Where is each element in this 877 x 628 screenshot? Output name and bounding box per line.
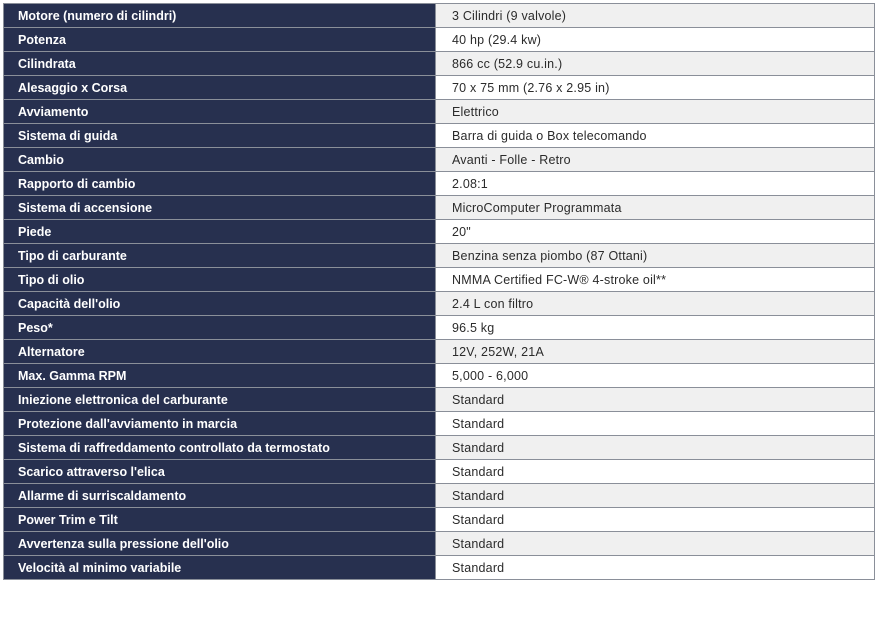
spec-row [4,268,875,292]
spec-value: 5,000 - 6,000 [436,364,875,388]
spec-label: Cambio [4,148,436,172]
spec-value: Avanti - Folle - Retro [436,148,875,172]
spec-table [3,3,875,580]
spec-row [4,52,875,76]
spec-label: Iniezione elettronica del carburante [4,388,436,412]
spec-label: Power Trim e Tilt [4,508,436,532]
spec-value: 96.5 kg [436,316,875,340]
spec-value: Standard [436,460,875,484]
spec-row [4,436,875,460]
spec-row [4,508,875,532]
spec-row [4,100,875,124]
spec-value: Standard [436,436,875,460]
spec-row [4,388,875,412]
spec-label: Sistema di raffreddamento controllato da termostato [4,436,436,460]
spec-row [4,220,875,244]
spec-label: Sistema di accensione [4,196,436,220]
spec-label: Rapporto di cambio [4,172,436,196]
spec-row [4,28,875,52]
spec-row [4,124,875,148]
spec-row [4,532,875,556]
spec-row [4,460,875,484]
spec-value: Elettrico [436,100,875,124]
spec-row [4,484,875,508]
spec-row [4,340,875,364]
spec-value: 2.4 L con filtro [436,292,875,316]
spec-row [4,556,875,580]
spec-row [4,244,875,268]
spec-row [4,316,875,340]
spec-label: Velocità al minimo variabile [4,556,436,580]
spec-label: Peso* [4,316,436,340]
spec-value: 3 Cilindri (9 valvole) [436,4,875,28]
spec-label: Allarme di surriscaldamento [4,484,436,508]
spec-label: Protezione dall'avviamento in marcia [4,412,436,436]
spec-table-body [4,4,875,580]
spec-value: 2.08:1 [436,172,875,196]
spec-value: 40 hp (29.4 kw) [436,28,875,52]
spec-label: Tipo di carburante [4,244,436,268]
spec-label: Max. Gamma RPM [4,364,436,388]
spec-row [4,364,875,388]
spec-label: Avvertenza sulla pressione dell'olio [4,532,436,556]
spec-value: Standard [436,484,875,508]
spec-value: Barra di guida o Box telecomando [436,124,875,148]
spec-label: Tipo di olio [4,268,436,292]
spec-row [4,172,875,196]
spec-value: Standard [436,556,875,580]
spec-row [4,76,875,100]
spec-value: 866 cc (52.9 cu.in.) [436,52,875,76]
spec-value: Benzina senza piombo (87 Ottani) [436,244,875,268]
spec-value: 70 x 75 mm (2.76 x 2.95 in) [436,76,875,100]
spec-label: Scarico attraverso l'elica [4,460,436,484]
spec-value: Standard [436,412,875,436]
spec-value: NMMA Certified FC-W® 4-stroke oil** [436,268,875,292]
spec-row [4,148,875,172]
spec-value: MicroComputer Programmata [436,196,875,220]
spec-label: Avviamento [4,100,436,124]
spec-value: Standard [436,532,875,556]
spec-row [4,196,875,220]
spec-label: Sistema di guida [4,124,436,148]
spec-label: Motore (numero di cilindri) [4,4,436,28]
spec-label: Alternatore [4,340,436,364]
spec-value: 20" [436,220,875,244]
spec-value: Standard [436,508,875,532]
spec-label: Piede [4,220,436,244]
spec-label: Potenza [4,28,436,52]
spec-label: Capacità dell'olio [4,292,436,316]
spec-row [4,412,875,436]
spec-label: Alesaggio x Corsa [4,76,436,100]
spec-row [4,4,875,28]
spec-label: Cilindrata [4,52,436,76]
spec-value: 12V, 252W, 21A [436,340,875,364]
spec-row [4,292,875,316]
spec-value: Standard [436,388,875,412]
